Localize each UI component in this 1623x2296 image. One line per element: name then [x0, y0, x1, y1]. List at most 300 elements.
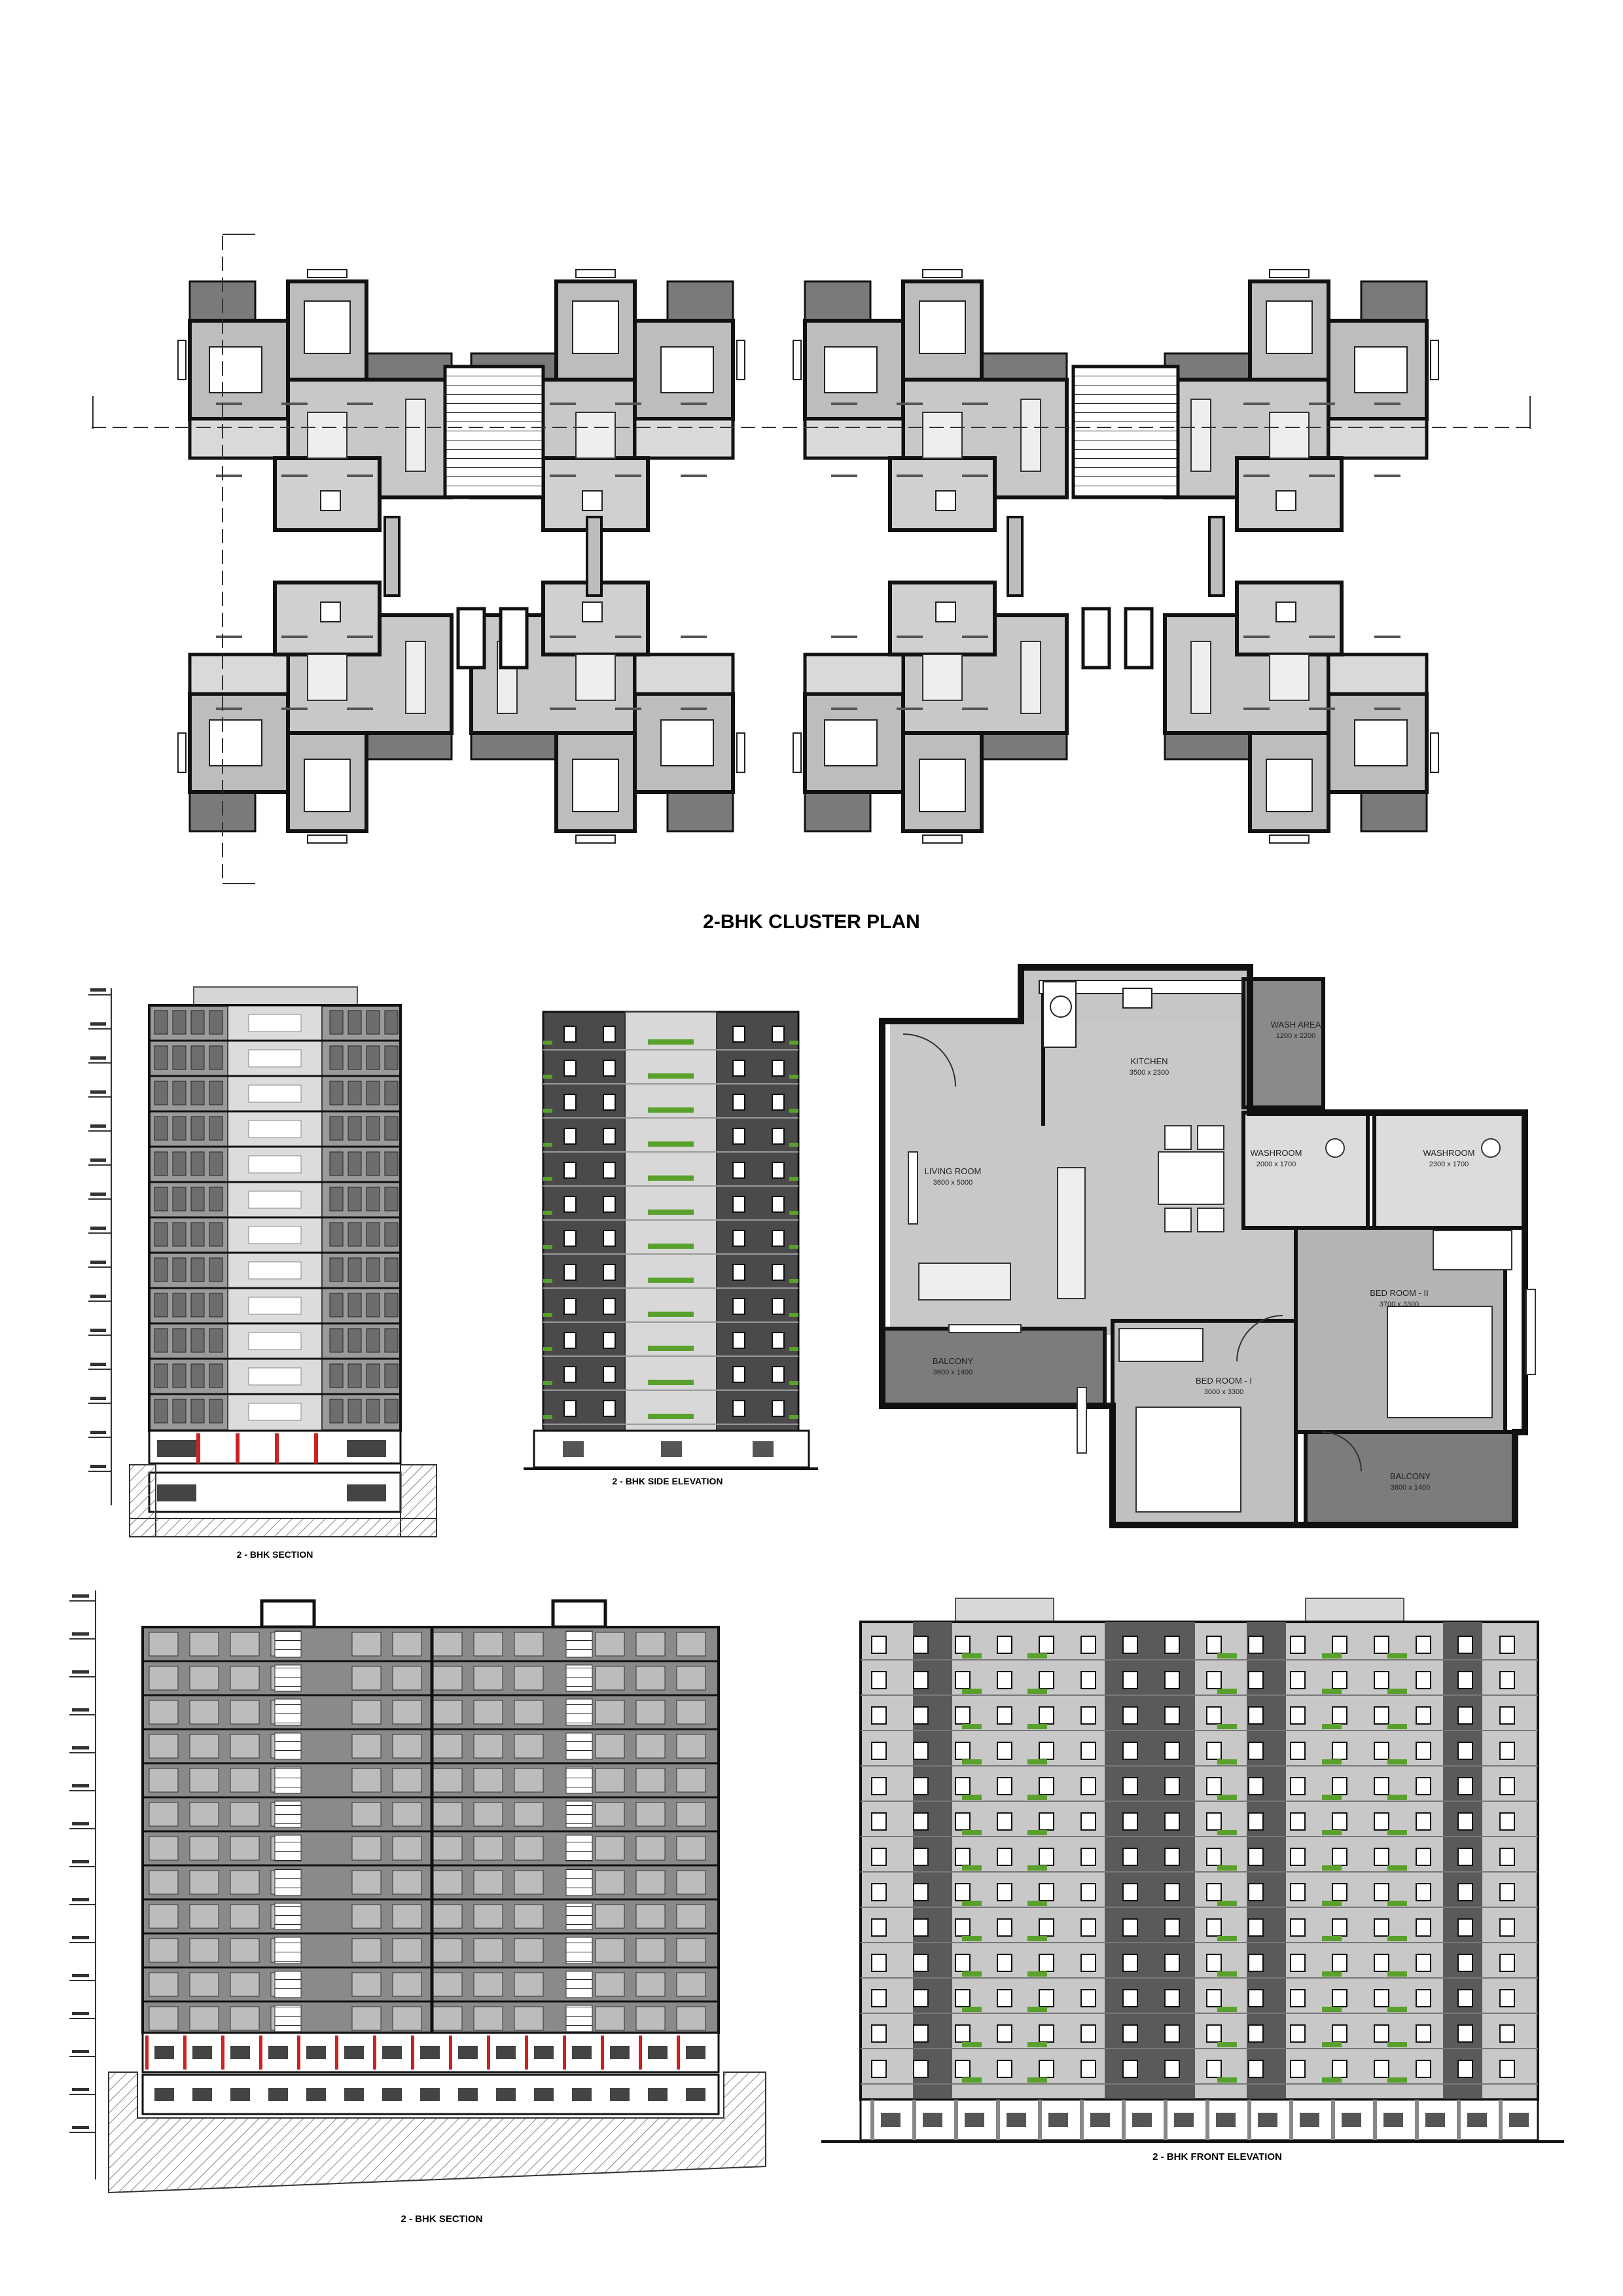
window	[772, 1299, 784, 1314]
room-cell	[514, 1837, 543, 1860]
window	[1458, 1636, 1472, 1653]
sheet-title: 2-BHK CLUSTER PLAN	[703, 911, 920, 933]
stair-core	[1073, 367, 1178, 497]
label-mark	[615, 636, 641, 638]
window	[1207, 1954, 1221, 1971]
car	[496, 2088, 516, 2101]
label-mark	[347, 708, 373, 710]
window	[1458, 2060, 1472, 2077]
planter	[543, 1211, 552, 1215]
room-size: 2000 x 1700	[1256, 1160, 1296, 1168]
room-cell	[596, 1803, 624, 1826]
bed	[573, 301, 618, 353]
car	[420, 2088, 440, 2101]
window	[1249, 1990, 1263, 2007]
window	[1416, 2060, 1431, 2077]
room-cell	[352, 1734, 381, 1758]
label-mark	[550, 636, 576, 638]
window	[772, 1265, 784, 1280]
window	[1416, 2025, 1431, 2042]
window	[1374, 1742, 1389, 1759]
unit-window	[330, 1187, 343, 1211]
car	[230, 2046, 250, 2059]
window	[1332, 1672, 1347, 1689]
room-cell	[433, 1632, 462, 1656]
unit-window	[348, 1046, 361, 1069]
car	[192, 2088, 212, 2101]
room-cell	[514, 2007, 543, 2030]
room-cell	[230, 2007, 259, 2030]
car	[1007, 2113, 1026, 2127]
stair-flight	[275, 1699, 301, 1725]
window	[1500, 2025, 1514, 2042]
window	[997, 1707, 1012, 1724]
window	[564, 1333, 576, 1348]
unit-window	[366, 1011, 380, 1034]
stilt-column	[1415, 2100, 1419, 2140]
cluster-unit	[793, 270, 1067, 530]
sofa	[1021, 399, 1041, 471]
window	[1207, 2060, 1221, 2077]
parking-column	[314, 1433, 318, 1463]
unit-window	[348, 1364, 361, 1388]
unit-window	[154, 1187, 168, 1211]
car	[1342, 2113, 1361, 2127]
room-cell	[393, 1905, 421, 1928]
planter	[543, 1075, 552, 1079]
dining-chair	[1165, 1126, 1191, 1149]
window	[1458, 1707, 1472, 1724]
room-cell	[474, 1871, 503, 1894]
room-cell	[433, 1905, 462, 1928]
level-label-mark	[90, 1465, 106, 1468]
room-cell	[149, 1632, 178, 1656]
window	[872, 1672, 886, 1689]
window	[1291, 1884, 1305, 1901]
planter	[1027, 1971, 1047, 1977]
window	[1081, 2025, 1096, 2042]
room-cell	[433, 1666, 462, 1690]
car	[268, 2088, 288, 2101]
washroom	[190, 655, 288, 694]
stair-flight	[566, 1971, 592, 1998]
level-label-mark	[90, 1193, 106, 1196]
unit-window	[191, 1081, 204, 1105]
room-cell	[149, 1939, 178, 1962]
planter	[1027, 2077, 1047, 2083]
room-cell	[514, 1803, 543, 1826]
planter	[1027, 1689, 1047, 1694]
window	[923, 835, 962, 843]
room-name: BALCONY	[1389, 1471, 1431, 1481]
window	[603, 1299, 615, 1314]
balcony	[805, 792, 870, 831]
bed	[304, 301, 350, 353]
sink	[1123, 988, 1152, 1008]
corridor	[587, 517, 601, 596]
planter	[1322, 1795, 1342, 1800]
room-cell	[190, 1939, 219, 1962]
window	[1039, 1990, 1054, 2007]
planter	[1387, 1936, 1407, 1941]
room-cell	[190, 2007, 219, 2030]
window	[872, 1990, 886, 2007]
label-mark	[1243, 708, 1270, 710]
room-cell	[596, 1666, 624, 1690]
corridor-opening	[249, 1014, 301, 1031]
room-cell	[677, 1939, 705, 1962]
stair-flight	[566, 2005, 592, 2032]
window	[1081, 1990, 1096, 2007]
parking-column	[196, 1433, 200, 1463]
window	[1207, 1636, 1221, 1653]
window	[914, 1919, 928, 1936]
room-cell	[433, 1973, 462, 1996]
window	[1416, 1848, 1431, 1865]
stove	[582, 491, 602, 511]
window	[772, 1401, 784, 1416]
room-cell	[230, 1666, 259, 1690]
window	[1081, 1813, 1096, 1830]
window	[1458, 1848, 1472, 1865]
unit-window	[366, 1364, 380, 1388]
room-cell	[393, 1734, 421, 1758]
car	[534, 2088, 554, 2101]
window	[1458, 1954, 1472, 1971]
car	[648, 2088, 668, 2101]
room-cell	[230, 1837, 259, 1860]
window	[1332, 1954, 1347, 1971]
window	[1416, 1919, 1431, 1936]
window	[1039, 2025, 1054, 2042]
planter	[543, 1279, 552, 1283]
level-label-mark	[72, 1632, 89, 1636]
window	[1332, 1778, 1347, 1795]
washroom	[190, 419, 288, 458]
balcony	[805, 281, 870, 321]
washroom	[635, 655, 733, 694]
room-cell	[393, 1837, 421, 1860]
level-label-mark	[90, 1295, 106, 1298]
unit-window	[173, 1258, 186, 1282]
window	[1249, 1954, 1263, 1971]
planter	[1027, 1936, 1047, 1941]
unit-window	[173, 1223, 186, 1246]
window	[914, 1884, 928, 1901]
room-cell	[514, 1734, 543, 1758]
window	[997, 1848, 1012, 1865]
planter	[1387, 1653, 1407, 1659]
car	[306, 2088, 326, 2101]
window	[1458, 2025, 1472, 2042]
washroom-one	[1243, 1113, 1368, 1228]
window	[955, 1848, 970, 1865]
window	[872, 2060, 886, 2077]
window	[955, 1742, 970, 1759]
window	[733, 1094, 745, 1110]
window	[1249, 1919, 1263, 1936]
level-label-mark	[72, 1708, 89, 1712]
room-cell	[596, 1973, 624, 1996]
label-mark	[347, 403, 373, 405]
window	[955, 1672, 970, 1689]
window	[733, 1060, 745, 1076]
tv-unit	[908, 1152, 918, 1224]
room-cell	[190, 1666, 219, 1690]
balcony	[668, 281, 733, 321]
window	[914, 1742, 928, 1759]
sofa	[1191, 641, 1211, 713]
stilt-column	[996, 2100, 1000, 2140]
window	[1500, 1990, 1514, 2007]
level-label-mark	[72, 1746, 89, 1749]
room-cell	[149, 1700, 178, 1724]
car	[382, 2088, 402, 2101]
room-cell	[596, 1871, 624, 1894]
room-cell	[474, 1734, 503, 1758]
room-name: BALCONY	[932, 1356, 974, 1366]
car	[347, 1440, 386, 1457]
unit-window	[191, 1152, 204, 1175]
dining-chair	[1165, 1208, 1191, 1232]
window	[997, 1742, 1012, 1759]
car	[157, 1440, 196, 1457]
window	[955, 1954, 970, 1971]
window	[1458, 1813, 1472, 1830]
level-label-mark	[90, 988, 106, 992]
car	[154, 2088, 174, 2101]
unit-window	[348, 1223, 361, 1246]
window	[1458, 1884, 1472, 1901]
window	[1123, 2060, 1137, 2077]
parking-column	[449, 2036, 452, 2070]
stilt-column	[1247, 2100, 1251, 2140]
room-cell	[636, 1837, 665, 1860]
label-mark	[962, 475, 988, 477]
window	[923, 270, 962, 278]
room-cell	[596, 1700, 624, 1724]
planter	[543, 1109, 552, 1113]
window	[997, 2060, 1012, 2077]
label-mark	[897, 636, 923, 638]
room-cell	[433, 2007, 462, 2030]
window	[1374, 2025, 1389, 2042]
room-cell	[596, 1905, 624, 1928]
room-cell	[352, 2007, 381, 2030]
window	[1039, 1813, 1054, 1830]
window	[1081, 1848, 1096, 1865]
room-size: 3600 x 1400	[933, 1369, 973, 1376]
stair-flight	[566, 1835, 592, 1861]
planter	[1217, 1795, 1237, 1800]
level-label-mark	[90, 1158, 106, 1162]
unit-window	[191, 1046, 204, 1069]
room-cell	[474, 1905, 503, 1928]
window	[1123, 1707, 1137, 1724]
window	[793, 733, 801, 772]
corridor-opening	[249, 1297, 301, 1314]
window	[1249, 1848, 1263, 1865]
planter	[648, 1312, 694, 1317]
stove	[321, 491, 340, 511]
window	[1207, 1813, 1221, 1830]
planter	[962, 2077, 982, 2083]
stair-core	[445, 367, 543, 497]
unit-window	[348, 1399, 361, 1423]
window	[1416, 1778, 1431, 1795]
room-cell	[474, 1700, 503, 1724]
room-cell	[677, 1973, 705, 1996]
planter	[1217, 1689, 1237, 1694]
washroom-two	[1374, 1113, 1525, 1228]
level-label-mark	[90, 1090, 106, 1094]
level-label-mark	[72, 1670, 89, 1674]
room-name: WASH AREA	[1270, 1020, 1321, 1030]
car	[1048, 2113, 1068, 2127]
room-cell	[433, 1734, 462, 1758]
planter	[1322, 1936, 1342, 1941]
room-size: 3500 x 2300	[1129, 1069, 1169, 1077]
planter	[1027, 2007, 1047, 2012]
window	[1416, 1707, 1431, 1724]
car	[1425, 2113, 1445, 2127]
planter	[543, 1381, 552, 1385]
window	[955, 2025, 970, 2042]
car	[1216, 2113, 1236, 2127]
double-bed	[1387, 1306, 1492, 1418]
window	[1249, 1707, 1263, 1724]
window	[1207, 1884, 1221, 1901]
car	[382, 2046, 402, 2059]
room-cell	[636, 1632, 665, 1656]
room-cell	[230, 1734, 259, 1758]
window	[772, 1128, 784, 1144]
room-cell	[149, 1666, 178, 1690]
window	[1500, 1636, 1514, 1653]
stair-flight	[275, 1971, 301, 1998]
unit-window	[191, 1187, 204, 1211]
window	[564, 1060, 576, 1076]
unit-window	[154, 1081, 168, 1105]
label-mark	[1374, 708, 1400, 710]
lift-well	[501, 609, 527, 668]
room-name: LIVING ROOM	[924, 1166, 982, 1176]
room-cell	[352, 1871, 381, 1894]
window	[1123, 1742, 1137, 1759]
bed	[661, 347, 713, 393]
corridor-opening	[249, 1156, 301, 1173]
lift-well	[1083, 609, 1109, 668]
room-cell	[230, 1905, 259, 1928]
unit-window	[191, 1011, 204, 1034]
window	[872, 1884, 886, 1901]
window	[1416, 1884, 1431, 1901]
parking-column	[525, 2036, 528, 2070]
window	[1039, 1636, 1054, 1653]
unit-window	[330, 1117, 343, 1140]
window	[872, 1954, 886, 1971]
cluster-unit	[178, 270, 452, 530]
planter	[1217, 1830, 1237, 1835]
window	[733, 1367, 745, 1382]
label-mark	[1309, 708, 1335, 710]
unit-window	[154, 1258, 168, 1282]
window	[772, 1196, 784, 1212]
level-label-mark	[90, 1261, 106, 1264]
window	[1416, 1742, 1431, 1759]
window	[1123, 1919, 1137, 1936]
unit-window	[191, 1223, 204, 1246]
planter	[1322, 2042, 1342, 2047]
planter	[962, 1971, 982, 1977]
label-mark	[962, 708, 988, 710]
stilt-column	[1205, 2100, 1209, 2140]
unit-window	[209, 1399, 223, 1423]
planter	[543, 1347, 552, 1351]
window	[603, 1265, 615, 1280]
car	[686, 2046, 705, 2059]
label-mark	[681, 708, 707, 710]
room-cell	[636, 2007, 665, 2030]
unit-window	[366, 1152, 380, 1175]
large-section-caption: 2 - BHK SECTION	[401, 2214, 483, 2225]
dining-table	[923, 655, 962, 700]
room-cell	[514, 1632, 543, 1656]
stair-flight	[275, 1801, 301, 1827]
dark-band	[1105, 1622, 1195, 2100]
window	[914, 1848, 928, 1865]
planter	[648, 1107, 694, 1113]
window	[1374, 2060, 1389, 2077]
stove-burner	[1050, 996, 1071, 1017]
window	[733, 1026, 745, 1042]
window	[914, 1990, 928, 2007]
room-cell	[514, 1768, 543, 1792]
planter	[648, 1244, 694, 1249]
window	[1123, 1990, 1137, 2007]
room-name: BED ROOM - II	[1370, 1288, 1429, 1298]
unit-window	[330, 1081, 343, 1105]
dining-table	[308, 655, 347, 700]
window	[955, 1636, 970, 1653]
label-mark	[831, 708, 857, 710]
window	[1291, 1954, 1305, 1971]
window	[1081, 1707, 1096, 1724]
planter	[962, 1653, 982, 1659]
window	[1500, 1672, 1514, 1689]
room-cell	[433, 1803, 462, 1826]
room-cell	[636, 1768, 665, 1792]
room-cell	[352, 1632, 381, 1656]
bed	[1266, 759, 1312, 812]
corridor-opening	[249, 1403, 301, 1420]
planter	[1387, 1830, 1407, 1835]
window	[1431, 340, 1438, 380]
window	[772, 1094, 784, 1110]
label-mark	[281, 403, 308, 405]
window	[914, 1707, 928, 1724]
window	[1500, 1884, 1514, 1901]
sofa	[1191, 399, 1211, 471]
unit-window	[366, 1329, 380, 1352]
unit-window	[348, 1329, 361, 1352]
stair-flight	[566, 1699, 592, 1725]
car	[534, 2046, 554, 2059]
window	[914, 1954, 928, 1971]
window	[772, 1333, 784, 1348]
bed	[209, 347, 262, 393]
window	[1458, 1919, 1472, 1936]
